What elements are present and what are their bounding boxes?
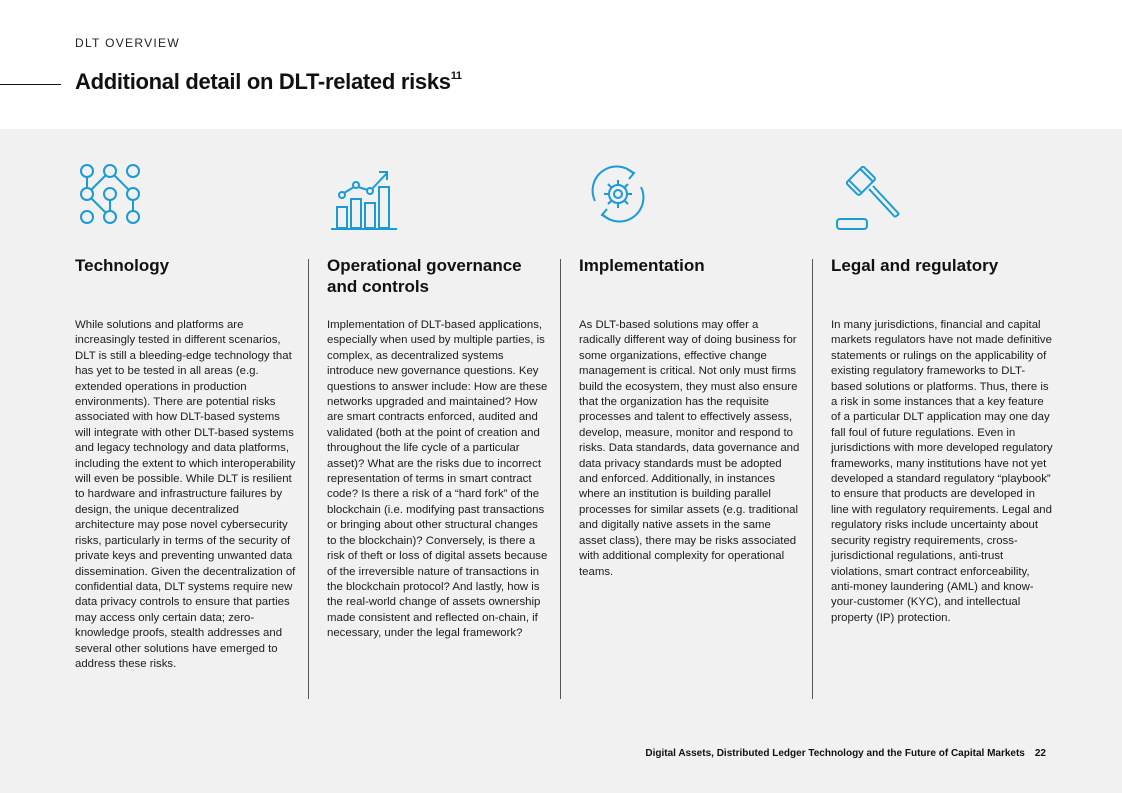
page-title xyxy=(75,69,462,95)
column-divider xyxy=(560,259,561,699)
legal-regulatory-heading: Legal and regulatory xyxy=(831,256,999,275)
operational-governance-body: Implementation of DLT-based applications, especially when used by multiple parties, is complex, as decentralized systems introduce new governance questions. Key questions to answer include: How are these networks upgraded and maintained? How are smart contracts enforced, audited and validated (both at the point of creation and throughout the life cycle of a particular asset)? What are the risks due to incorrect representation of terms in smart contract code? Is there a risk of a “hard fork” of the blockchain (i.e. modifying past transactions or bringing about other structural changes to the blockchain)? Conversely, is there a risk of theft or loss of digital assets because of the irreversible nature of transactions in the blockchain protocol? And lastly, how is the real-world change of assets ownership made consistent and reflected on-chain, if necessary, under the legal framework? xyxy=(327,319,548,640)
risk-panel xyxy=(0,129,1122,793)
bar-chart-trend-icon xyxy=(329,161,401,236)
implementation-heading: Implementation xyxy=(579,256,705,275)
technology-heading: Technology xyxy=(75,256,170,275)
network-nodes-icon xyxy=(77,161,143,232)
gear-cycle-icon xyxy=(585,161,651,232)
technology-column xyxy=(75,129,297,729)
title-footnote: 11 xyxy=(450,69,462,82)
page-footer xyxy=(645,748,1046,759)
column-divider xyxy=(308,259,309,699)
column-divider xyxy=(812,259,813,699)
publication-title: Digital Assets, Distributed Ledger Technology and the Future of Capital Markets xyxy=(645,748,1025,759)
implementation-body: As DLT-based solutions may offer a radically different way of doing business for some organizations, effective change management is critical. Not only must firms build the ecosystem, they must also ensure that the organization has the requisite processes and talent to effectively assess, develop, measure, monitor and respond to risks. Data standards, data governance and data privacy standards must be adopted and enforced. Additionally, in instances where an institution is building parallel processes for similar assets (e.g. traditional and digitally native assets in the same asset class), there may be risks associated with additional complexity for operational teams. xyxy=(579,319,800,578)
operational-governance-heading: Operational governance and controls xyxy=(327,256,522,296)
operational-governance-column xyxy=(327,129,549,729)
section-label: DLT OVERVIEW xyxy=(75,36,180,50)
gavel-icon xyxy=(833,161,903,236)
page-title-text: Additional detail on DLT-related risks xyxy=(75,69,451,94)
legal-regulatory-body: In many jurisdictions, financial and capital markets regulators have not made definitive statements or rulings on the applicability of existing regulatory frameworks to DLT-based solutions or platforms. Thus, there is a risk in some instances that a key feature of a particular DLT application may one day fall foul of future regulations. Even in jurisdictions with more developed regulatory frameworks, many institutions have not yet developed a standard regulatory “playbook” to ensure that products are developed in line with regulatory requirements. Legal and regulatory risks include uncertainty about security registry requirements, cross-jurisdictional regulations, anti-trust violations, smart contract enforceability, anti-money laundering (AML) and know-your-customer (KYC), and intellectual property (IP) protection. xyxy=(831,319,1053,624)
implementation-column xyxy=(579,129,801,729)
page-number: 22 xyxy=(1034,748,1046,759)
technology-body: While solutions and platforms are increasingly tested in different scenarios, DLT is still a bleeding-edge technology that has yet to be tested in all areas (e.g. extended operations in production environments). There are potential risks associated with how DLT-based systems will integrate with other DLT-based systems and legacy technology and data platforms, including the extent to which interoperability will even be possible. While DLT is resilient to hardware and infrastructure failures by design, the unique decentralized architecture may pose novel cybersecurity risks, particularly in terms of the security of private keys and preventing unwanted data dissemination. Given the decentralization of confidential data, DLT systems require new data privacy controls to ensure that parties may access only certain data; zero-knowledge proofs, stealth addresses and several other solutions have emerged to address these risks. xyxy=(75,319,296,670)
legal-regulatory-column xyxy=(831,129,1053,729)
title-rule xyxy=(0,84,61,85)
